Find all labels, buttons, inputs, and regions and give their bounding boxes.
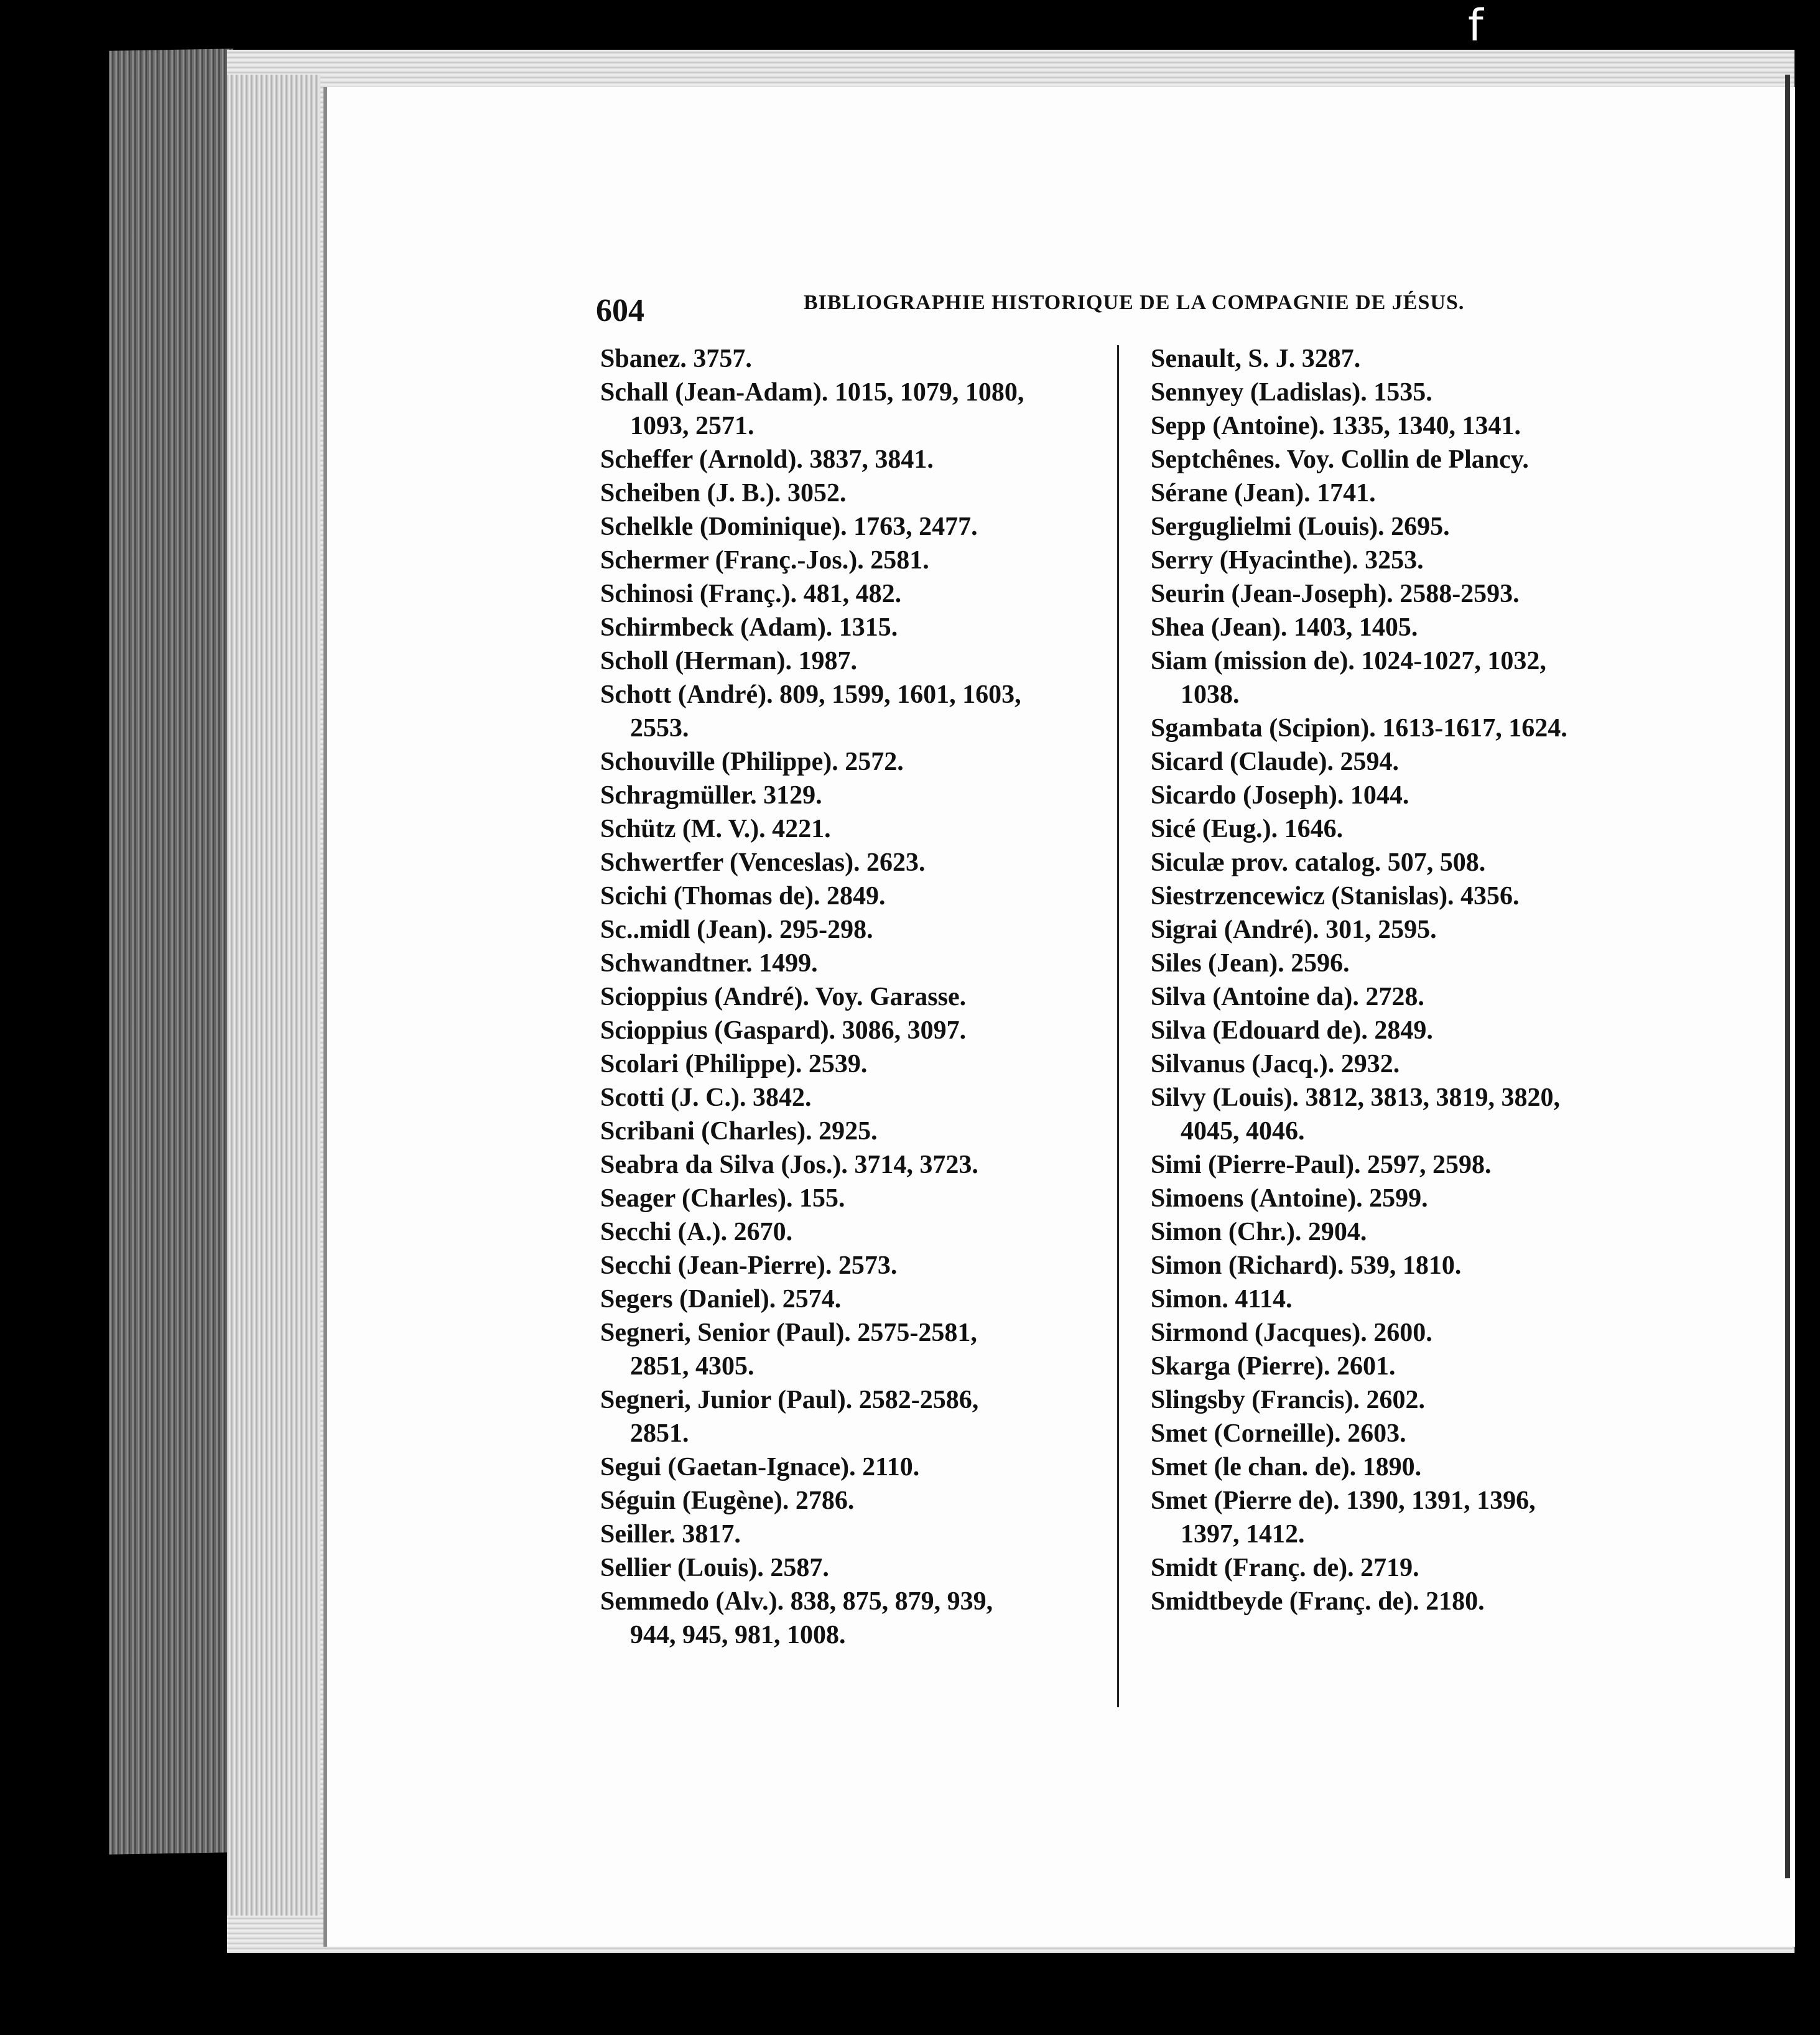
index-entry: Schouville (Philippe). 2572. <box>600 748 904 776</box>
index-entry: Serguglielmi (Louis). 2695. <box>1151 512 1450 541</box>
index-entry: Sbanez. 3757. <box>600 345 752 373</box>
index-entry: Shea (Jean). 1403, 1405. <box>1151 613 1418 642</box>
index-entry: Schwertfer (Venceslas). 2623. <box>600 848 926 877</box>
index-entry: Schelkle (Dominique). 1763, 2477. <box>600 512 978 541</box>
index-entry: Silvy (Louis). 3812, 3813, 3819, 3820, <box>1151 1083 1561 1112</box>
index-entry: Slingsby (Francis). 2602. <box>1151 1386 1426 1414</box>
index-entry: Smet (le chan. de). 1890. <box>1151 1453 1422 1481</box>
index-entry: Sennyey (Ladislas). 1535. <box>1151 378 1432 407</box>
index-entry: Smet (Corneille). 2603. <box>1151 1419 1406 1448</box>
index-entry: Sepp (Antoine). 1335, 1340, 1341. <box>1151 412 1521 440</box>
index-entry: Sc..midl (Jean). 295-298. <box>600 916 873 944</box>
index-entry: Séguin (Eugène). 2786. <box>600 1486 855 1515</box>
index-entry: Silvanus (Jacq.). 2932. <box>1151 1050 1400 1078</box>
index-entry: Seurin (Jean-Joseph). 2588-2593. <box>1151 580 1520 608</box>
book-fore-edge <box>109 49 233 1854</box>
index-entry: Sicé (Eug.). 1646. <box>1151 815 1344 843</box>
index-entry: Silva (Edouard de). 2849. <box>1151 1016 1433 1045</box>
index-entry: Simoens (Antoine). 2599. <box>1151 1184 1428 1213</box>
index-entry: Segneri, Junior (Paul). 2582-2586, <box>600 1386 979 1414</box>
corner-mark: f <box>1468 0 1483 51</box>
index-entry: Sicard (Claude). 2594. <box>1151 748 1399 776</box>
index-entry: Serry (Hyacinthe). 3253. <box>1151 546 1424 575</box>
index-entry: Simon (Richard). 539, 1810. <box>1151 1251 1462 1280</box>
index-entry: Senault, S. J. 3287. <box>1151 345 1361 373</box>
index-entry: Scichi (Thomas de). 2849. <box>600 882 886 911</box>
index-entry: Sicardo (Joseph). 1044. <box>1151 781 1409 810</box>
index-entry: Scioppius (Gaspard). 3086, 3097. <box>600 1016 967 1045</box>
right-column <box>1151 342 1661 1618</box>
index-entry: Scioppius (André). Voy. Garasse. <box>600 983 967 1011</box>
index-entry-continuation: 1093, 2571. <box>630 412 754 440</box>
index-entry: Schott (André). 809, 1599, 1601, 1603, <box>600 680 1021 709</box>
index-entry: Segers (Daniel). 2574. <box>600 1285 842 1314</box>
index-entry: Scribani (Charles). 2925. <box>600 1117 878 1146</box>
index-entry: Scotti (J. C.). 3842. <box>600 1083 812 1112</box>
index-entry: Smet (Pierre de). 1390, 1391, 1396, <box>1151 1486 1536 1515</box>
index-entry: Scholl (Herman). 1987. <box>600 647 857 675</box>
index-entry: Simon. 4114. <box>1151 1285 1293 1314</box>
index-entry: Semmedo (Alv.). 838, 875, 879, 939, <box>600 1587 993 1616</box>
index-entry: Seabra da Silva (Jos.). 3714, 3723. <box>600 1151 978 1179</box>
index-entry: Silva (Antoine da). 2728. <box>1151 983 1424 1011</box>
index-entry: Septchênes. Voy. Collin de Plancy. <box>1151 445 1529 474</box>
index-entry-continuation: 944, 945, 981, 1008. <box>630 1621 846 1649</box>
index-entry: Sirmond (Jacques). 2600. <box>1151 1319 1432 1347</box>
left-column <box>600 342 1110 1652</box>
index-entry: Schermer (Franç.-Jos.). 2581. <box>600 546 929 575</box>
index-entry: Simi (Pierre-Paul). 2597, 2598. <box>1151 1151 1492 1179</box>
index-entry: Siestrzencewicz (Stanislas). 4356. <box>1151 882 1520 911</box>
index-entry: Sérane (Jean). 1741. <box>1151 479 1376 508</box>
index-entry: Sgambata (Scipion). 1613-1617, 1624. <box>1151 714 1567 743</box>
index-entry-continuation: 1397, 1412. <box>1181 1520 1305 1549</box>
index-entry-continuation: 4045, 4046. <box>1181 1117 1305 1146</box>
index-entry-continuation: 2851, 4305. <box>630 1352 754 1381</box>
index-entry: Scheiben (J. B.). 3052. <box>600 479 847 508</box>
index-entry-continuation: 2851. <box>630 1419 689 1448</box>
running-title: BIBLIOGRAPHIE HISTORIQUE DE LA COMPAGNIE DE JÉSUS. <box>804 291 1465 314</box>
index-entry: Secchi (A.). 2670. <box>600 1218 793 1246</box>
index-entry: Schall (Jean-Adam). 1015, 1079, 1080, <box>600 378 1024 407</box>
index-entry: Schütz (M. V.). 4221. <box>600 815 831 843</box>
index-entry: Skarga (Pierre). 2601. <box>1151 1352 1396 1381</box>
index-entry-continuation: 1038. <box>1181 680 1240 709</box>
index-entry: Smidtbeyde (Franç. de). 2180. <box>1151 1587 1485 1616</box>
index-entry: Secchi (Jean-Pierre). 2573. <box>600 1251 898 1280</box>
index-entry: Sigrai (André). 301, 2595. <box>1151 916 1437 944</box>
column-divider <box>1117 345 1119 1707</box>
index-entry: Segneri, Senior (Paul). 2575-2581, <box>600 1319 977 1347</box>
page-edge-line <box>1785 75 1790 1878</box>
index-entry: Seager (Charles). 155. <box>600 1184 845 1213</box>
index-entry: Segui (Gaetan-Ignace). 2110. <box>600 1453 920 1481</box>
index-entry: Siculæ prov. catalog. 507, 508. <box>1151 848 1486 877</box>
index-entry: Smidt (Franç. de). 2719. <box>1151 1554 1419 1582</box>
index-entry: Schwandtner. 1499. <box>600 949 818 978</box>
index-entry: Simon (Chr.). 2904. <box>1151 1218 1367 1246</box>
index-entry: Siam (mission de). 1024-1027, 1032, <box>1151 647 1546 675</box>
index-entry: Sellier (Louis). 2587. <box>600 1554 829 1582</box>
index-entry: Schirmbeck (Adam). 1315. <box>600 613 898 642</box>
index-entry: Seiller. 3817. <box>600 1520 741 1549</box>
index-entry-continuation: 2553. <box>630 714 689 743</box>
page-number: 604 <box>596 293 644 328</box>
page-stack-edge <box>227 75 320 1916</box>
index-entry: Scheffer (Arnold). 3837, 3841. <box>600 445 934 474</box>
index-entry: Schinosi (Franç.). 481, 482. <box>600 580 902 608</box>
index-entry: Siles (Jean). 2596. <box>1151 949 1350 978</box>
index-entry: Schragmüller. 3129. <box>600 781 822 810</box>
index-entry: Scolari (Philippe). 2539. <box>600 1050 868 1078</box>
